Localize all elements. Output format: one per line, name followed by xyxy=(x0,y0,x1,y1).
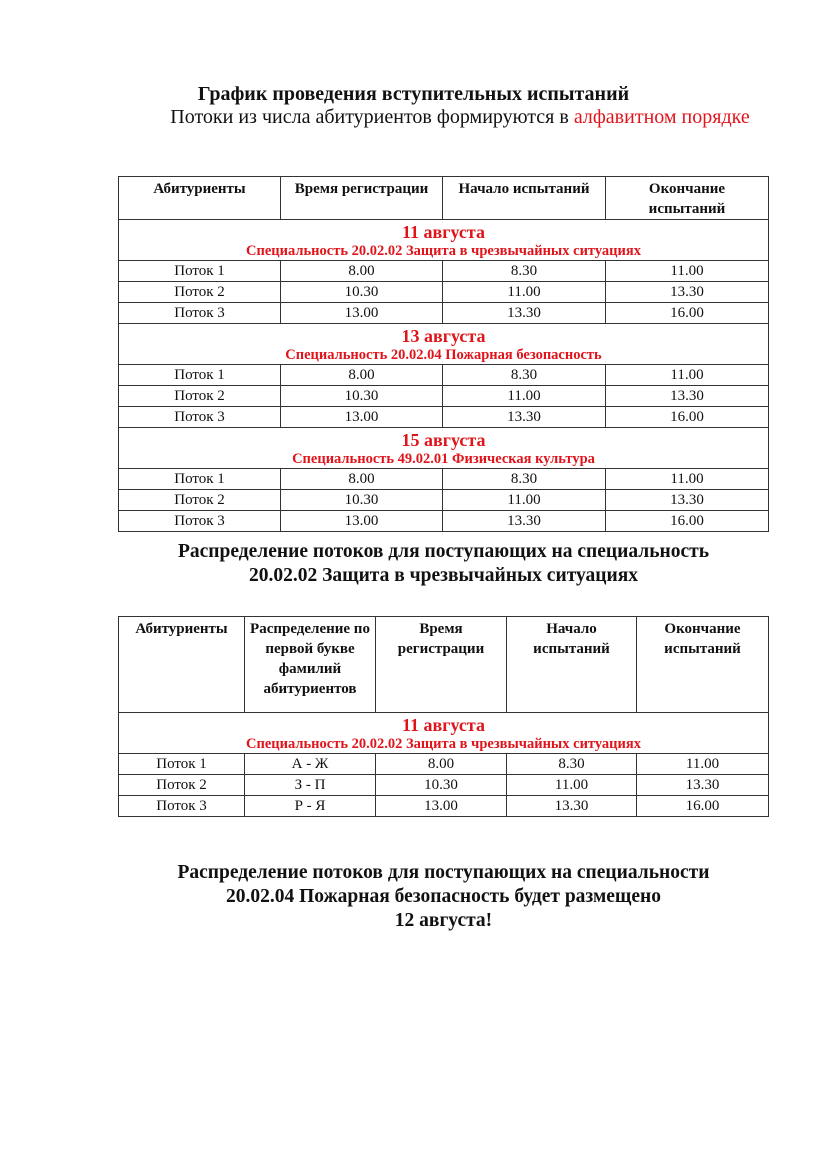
subtitle-text: Потоки из числа абитуриентов формируются в xyxy=(170,106,574,128)
col-header-start: Начало испытаний xyxy=(507,617,637,713)
notice-line1: Распределение потоков для поступающих на специальности xyxy=(177,862,710,883)
table-cell: З - П xyxy=(245,775,376,796)
section-header xyxy=(119,220,769,261)
table-cell: 8.00 xyxy=(281,469,443,490)
table-cell: 13.00 xyxy=(376,796,507,817)
table-cell: 10.30 xyxy=(281,490,443,511)
col-header-letter-distribution: Распределение по первой букве фамилий абитуриентов xyxy=(245,617,376,713)
table-cell: 13.00 xyxy=(281,511,443,532)
table-cell: Поток 2 xyxy=(119,490,281,511)
col-header-registration: Время регистрации xyxy=(281,177,443,220)
distribution-table-header xyxy=(119,617,769,713)
table-cell: 13.30 xyxy=(637,775,769,796)
table-cell: А - Ж xyxy=(245,754,376,775)
table-cell: Поток 1 xyxy=(119,469,281,490)
table-cell: 13.30 xyxy=(606,386,769,407)
schedule-table-body xyxy=(119,220,769,532)
table-cell: 13.30 xyxy=(606,490,769,511)
table-cell: 8.00 xyxy=(281,261,443,282)
section-header-row xyxy=(119,428,769,469)
section-specialty: Специальность 20.02.02 Защита в чрезвычайных ситуациях xyxy=(246,736,641,752)
table-cell: 16.00 xyxy=(606,407,769,428)
table-row xyxy=(119,365,769,386)
table-row xyxy=(119,386,769,407)
section-header-row xyxy=(119,713,769,754)
distribution-heading-line2: 20.02.02 Защита в чрезвычайных ситуациях xyxy=(248,565,639,586)
table-cell: 8.30 xyxy=(443,261,606,282)
table-row xyxy=(119,754,769,775)
col-header-end: Окончание испытаний xyxy=(606,177,769,220)
table-cell: Поток 2 xyxy=(119,775,245,796)
section-header xyxy=(119,428,769,469)
table-row xyxy=(119,303,769,324)
table-cell: Поток 2 xyxy=(119,282,281,303)
table-cell: 10.30 xyxy=(281,386,443,407)
distribution-heading-line1: Распределение потоков для поступающих на специальность xyxy=(177,541,710,562)
table-cell: 11.00 xyxy=(443,282,606,303)
col-header-start: Начало испытаний xyxy=(443,177,606,220)
schedule-table-header xyxy=(119,177,769,220)
table-cell: 8.30 xyxy=(443,469,606,490)
table-cell: 11.00 xyxy=(443,386,606,407)
col-header-applicants: Абитуриенты xyxy=(119,177,281,220)
section-header-row xyxy=(119,220,769,261)
table-cell: Поток 3 xyxy=(119,511,281,532)
section-date: 15 августа xyxy=(401,430,486,450)
notice-line2: 20.02.04 Пожарная безопасность будет размещено xyxy=(225,886,662,907)
section-date: 13 августа xyxy=(401,326,486,346)
table-cell: 11.00 xyxy=(637,754,769,775)
table-cell: 11.00 xyxy=(606,469,769,490)
table-cell: 10.30 xyxy=(281,282,443,303)
section-specialty: Специальность 49.02.01 Физическая культура xyxy=(292,451,595,467)
header-row xyxy=(119,177,769,220)
table-row xyxy=(119,796,769,817)
notice-line3: 12 августа! xyxy=(394,910,493,931)
table-cell: 11.00 xyxy=(507,775,637,796)
section-header-row xyxy=(119,324,769,365)
table-cell: 8.00 xyxy=(376,754,507,775)
distribution-heading xyxy=(0,540,827,588)
table-cell: 16.00 xyxy=(606,511,769,532)
table-cell: Поток 1 xyxy=(119,754,245,775)
table-cell: 13.30 xyxy=(606,282,769,303)
table-row xyxy=(119,490,769,511)
table-cell: Поток 3 xyxy=(119,796,245,817)
table-cell: 8.30 xyxy=(507,754,637,775)
section-date: 11 августа xyxy=(402,222,485,242)
table-cell: 13.00 xyxy=(281,303,443,324)
distribution-table-body xyxy=(119,713,769,817)
section-specialty: Специальность 20.02.02 Защита в чрезвычайных ситуациях xyxy=(246,243,641,259)
page-subtitle xyxy=(170,105,750,130)
table-row xyxy=(119,407,769,428)
table-cell: 16.00 xyxy=(606,303,769,324)
table-cell: 11.00 xyxy=(606,261,769,282)
table-cell: 13.30 xyxy=(443,511,606,532)
col-header-applicants: Абитуриенты xyxy=(119,617,245,713)
table-row xyxy=(119,469,769,490)
table-cell: Поток 3 xyxy=(119,407,281,428)
table-row xyxy=(119,775,769,796)
col-header-registration: Время регистрации xyxy=(376,617,507,713)
section-specialty: Специальность 20.02.04 Пожарная безопасность xyxy=(285,347,602,363)
table-cell: 10.30 xyxy=(376,775,507,796)
notice xyxy=(0,861,827,933)
table-cell: Поток 2 xyxy=(119,386,281,407)
section-date: 11 августа xyxy=(402,715,485,735)
table-cell: 8.00 xyxy=(281,365,443,386)
table-cell: 13.00 xyxy=(281,407,443,428)
table-cell: Поток 1 xyxy=(119,365,281,386)
table-cell: 16.00 xyxy=(637,796,769,817)
subtitle-highlight: алфавитном порядке xyxy=(573,106,750,128)
table-row xyxy=(119,261,769,282)
table-cell: Р - Я xyxy=(245,796,376,817)
table-cell: 8.30 xyxy=(443,365,606,386)
schedule-table xyxy=(118,176,769,532)
table-cell: 11.00 xyxy=(443,490,606,511)
table-cell: 13.30 xyxy=(507,796,637,817)
table-row xyxy=(119,511,769,532)
table-cell: Поток 3 xyxy=(119,303,281,324)
table-cell: 13.30 xyxy=(443,407,606,428)
section-header xyxy=(119,713,769,754)
page-title: График проведения вступительных испытаний xyxy=(197,83,630,105)
table-row xyxy=(119,282,769,303)
table-cell: 11.00 xyxy=(606,365,769,386)
table-cell: 13.30 xyxy=(443,303,606,324)
table-cell: Поток 1 xyxy=(119,261,281,282)
header-row xyxy=(119,617,769,713)
distribution-table xyxy=(118,616,769,817)
section-header xyxy=(119,324,769,365)
col-header-end: Окончание испытаний xyxy=(637,617,769,713)
